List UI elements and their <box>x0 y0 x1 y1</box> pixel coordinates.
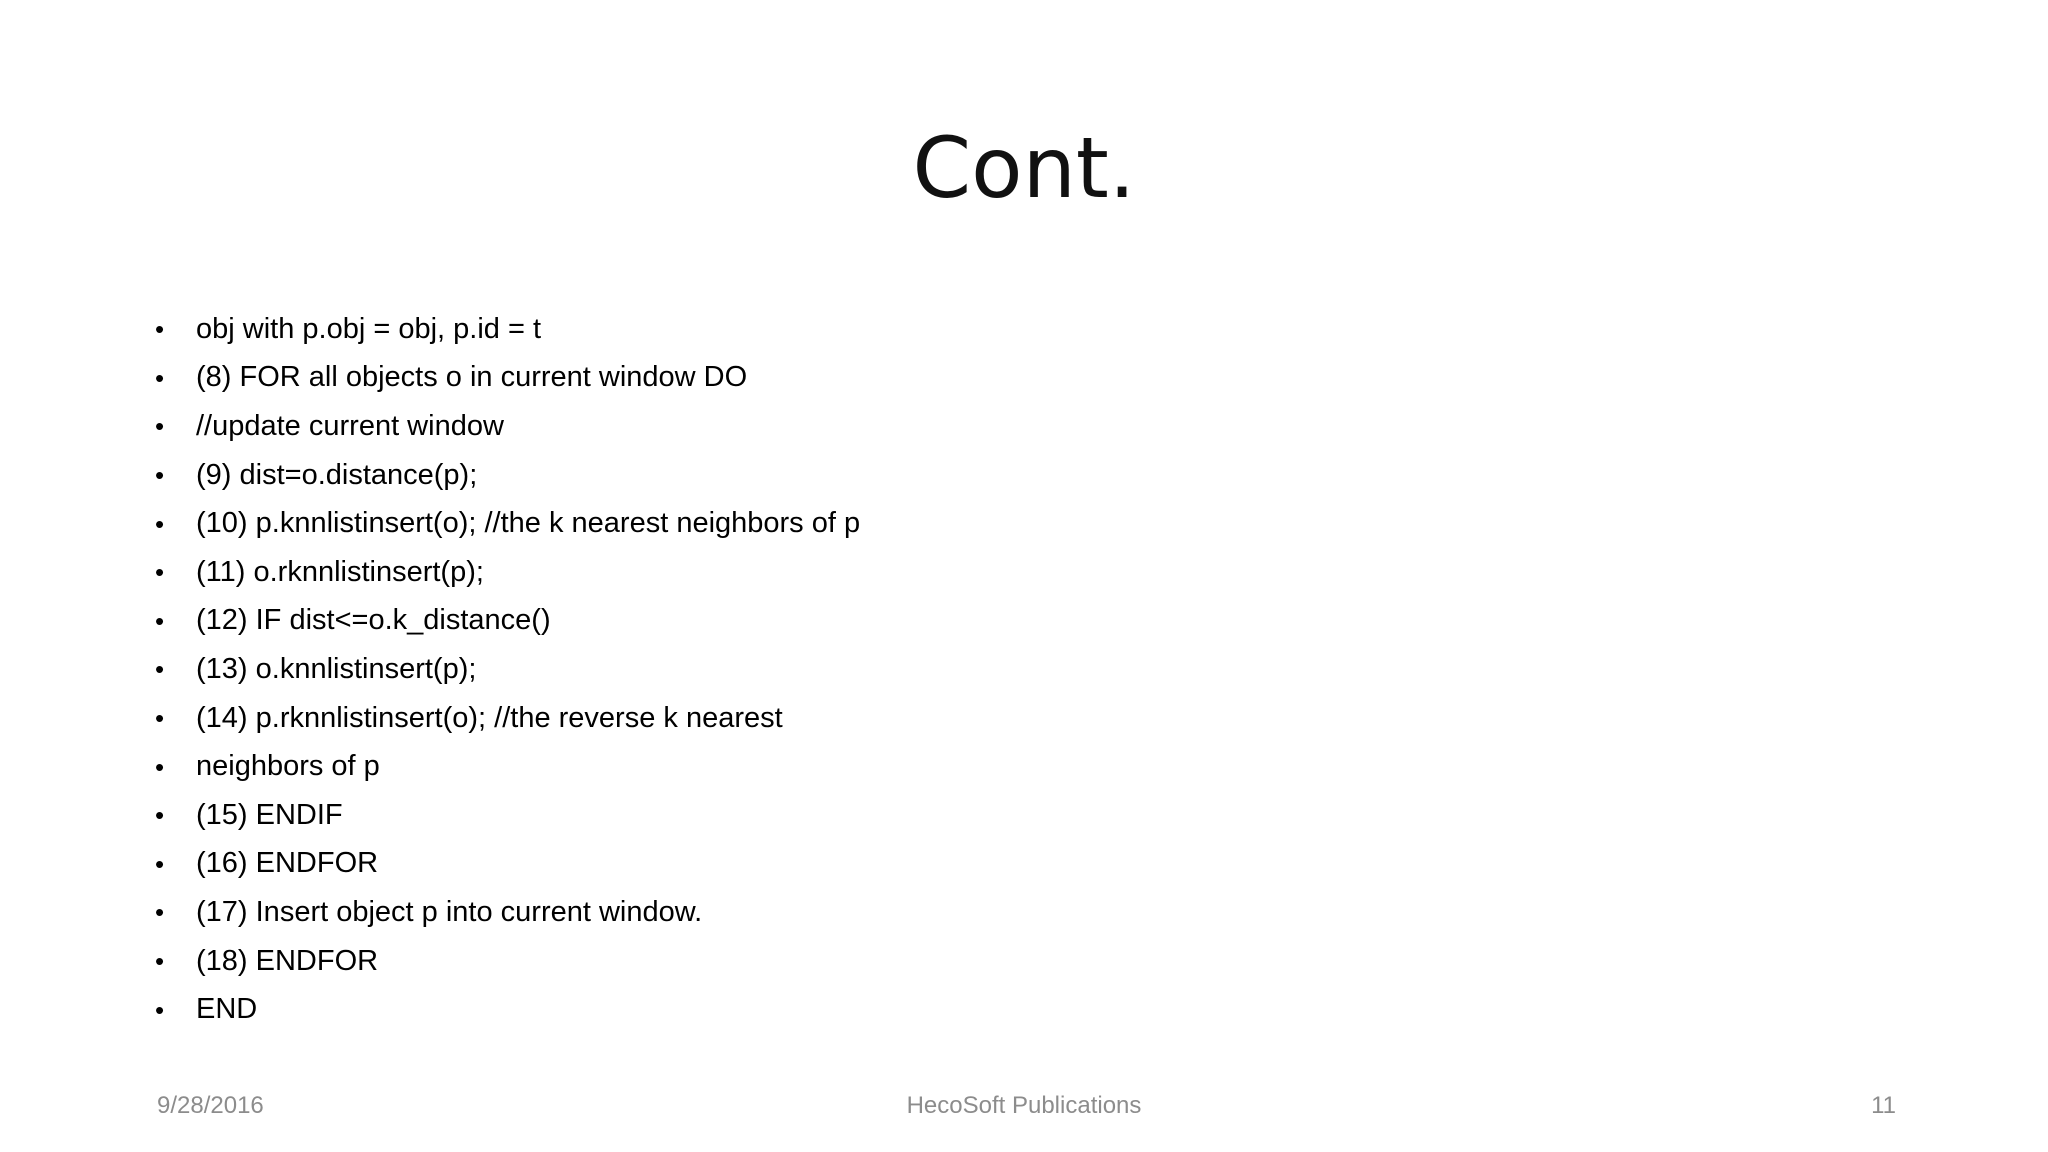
bullet-list <box>155 305 860 1034</box>
bullet-text: (16) ENDFOR <box>196 847 379 880</box>
list-item <box>155 548 860 597</box>
bullet-text: (15) ENDIF <box>196 798 343 831</box>
list-item <box>155 645 860 694</box>
bullet-text: (18) ENDFOR <box>196 944 379 977</box>
bullet-icon: • <box>155 654 165 685</box>
bullet-text: //update current window <box>196 409 504 442</box>
bullet-text: (14) p.rknnlistinsert(o); //the reverse k nearest <box>196 701 783 734</box>
bullet-text: obj with p.obj = obj, p.id = t <box>196 312 541 345</box>
bullet-icon: • <box>155 314 165 345</box>
list-item <box>155 985 860 1034</box>
slide-title: Cont. <box>912 119 1136 217</box>
bullet-text: END <box>196 993 258 1026</box>
bullet-icon: • <box>155 751 165 782</box>
slide-number: 11 <box>1871 1092 1896 1119</box>
bullet-text: (8) FOR all objects o in current window DO <box>196 361 748 394</box>
bullet-text: (11) o.rknnlistinsert(p); <box>196 555 484 588</box>
list-item <box>155 305 860 354</box>
list-item <box>155 597 860 646</box>
list-item <box>155 742 860 791</box>
bullet-icon: • <box>155 460 165 491</box>
bullet-text: (13) o.knnlistinsert(p); <box>196 652 477 685</box>
list-item <box>155 888 860 937</box>
list-item <box>155 840 860 889</box>
list-item <box>155 937 860 986</box>
list-item <box>155 791 860 840</box>
bullet-icon: • <box>155 897 165 928</box>
bullet-icon: • <box>155 994 165 1025</box>
bullet-icon: • <box>155 605 165 636</box>
bullet-icon: • <box>155 848 165 879</box>
bullet-icon: • <box>155 362 165 393</box>
bullet-text: (17) Insert object p into current window. <box>196 895 703 928</box>
list-item <box>155 451 860 500</box>
bullet-icon: • <box>155 703 165 734</box>
bullet-text: neighbors of p <box>196 750 380 783</box>
bullet-text: (10) p.knnlistinsert(o); //the k nearest neighbors of p <box>196 507 861 540</box>
list-item <box>155 354 860 403</box>
bullet-text: (12) IF dist<=o.k_distance() <box>196 604 551 637</box>
list-item <box>155 499 860 548</box>
list-item <box>155 694 860 743</box>
bullet-icon: • <box>155 411 165 442</box>
footer-date: 9/28/2016 <box>157 1092 264 1119</box>
bullet-icon: • <box>155 557 165 588</box>
list-item <box>155 402 860 451</box>
bullet-icon: • <box>155 800 165 831</box>
footer-publisher: HecoSoft Publications <box>906 1092 1142 1119</box>
bullet-icon: • <box>155 508 165 539</box>
bullet-icon: • <box>155 946 165 977</box>
bullet-text: (9) dist=o.distance(p); <box>196 458 478 491</box>
